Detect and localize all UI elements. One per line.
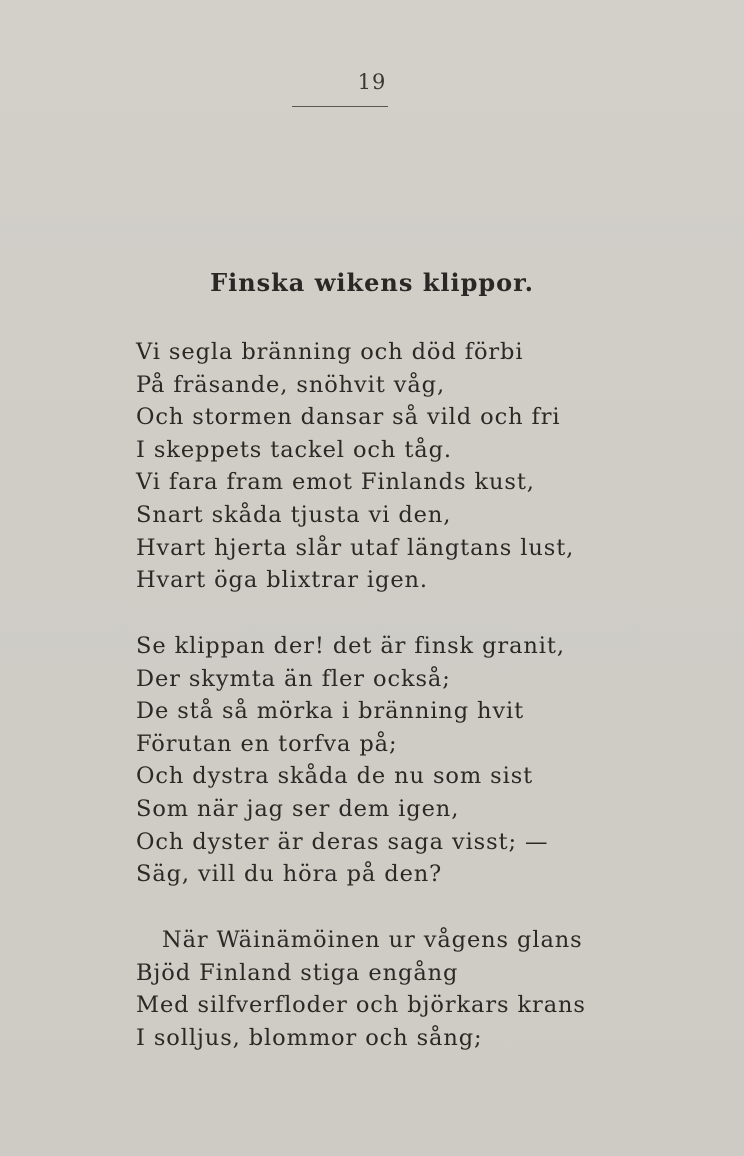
verse-line: Se klippan der! det är finsk granit, [136, 633, 565, 659]
verse-line: Hvart hjerta slår utaf längtans lust, [136, 534, 575, 561]
verse-line: Med silfverfloder och björkars krans [136, 992, 586, 1019]
verse-line: Som när jag ser dem igen, [136, 795, 460, 822]
stanza-3 [136, 924, 716, 1054]
header-rule [292, 106, 388, 107]
verse-line: I skeppets tackel och tåg. [136, 436, 452, 463]
verse-line: Snart skåda tjusta vi den, [136, 501, 452, 528]
verse-line: Säg, vill du höra på den? [136, 861, 443, 888]
verse-line: De stå så mörka i bränning hvit [136, 698, 525, 725]
stanza-1 [136, 336, 716, 597]
verse-line: Förutan en torfva på; [136, 730, 398, 757]
verse-line: Vi segla bränning och död förbi [136, 339, 524, 365]
verse-line: Hvart öga blixtrar igen. [136, 567, 428, 594]
verse-line: Bjöd Finland stiga engång [136, 959, 459, 986]
verse-line: Och dyster är deras saga visst; — [136, 828, 549, 855]
stanza-2 [136, 630, 716, 891]
verse-line: När Wäinämöinen ur vågens glans [162, 927, 583, 953]
page-number: 19 [357, 70, 387, 94]
verse-line: Och dystra skåda de nu som sist [136, 763, 534, 790]
verse-line: I solljus, blommor och sång; [136, 1024, 483, 1051]
poem-title: Finska wikens klippor. [210, 268, 534, 297]
verse-line: Der skymta än fler också; [136, 665, 451, 692]
verse-line: Och stormen dansar så vild och fri [136, 404, 561, 431]
verse-line: På fräsande, snöhvit våg, [136, 371, 446, 398]
verse-line: Vi fara fram emot Finlands kust, [136, 469, 535, 496]
